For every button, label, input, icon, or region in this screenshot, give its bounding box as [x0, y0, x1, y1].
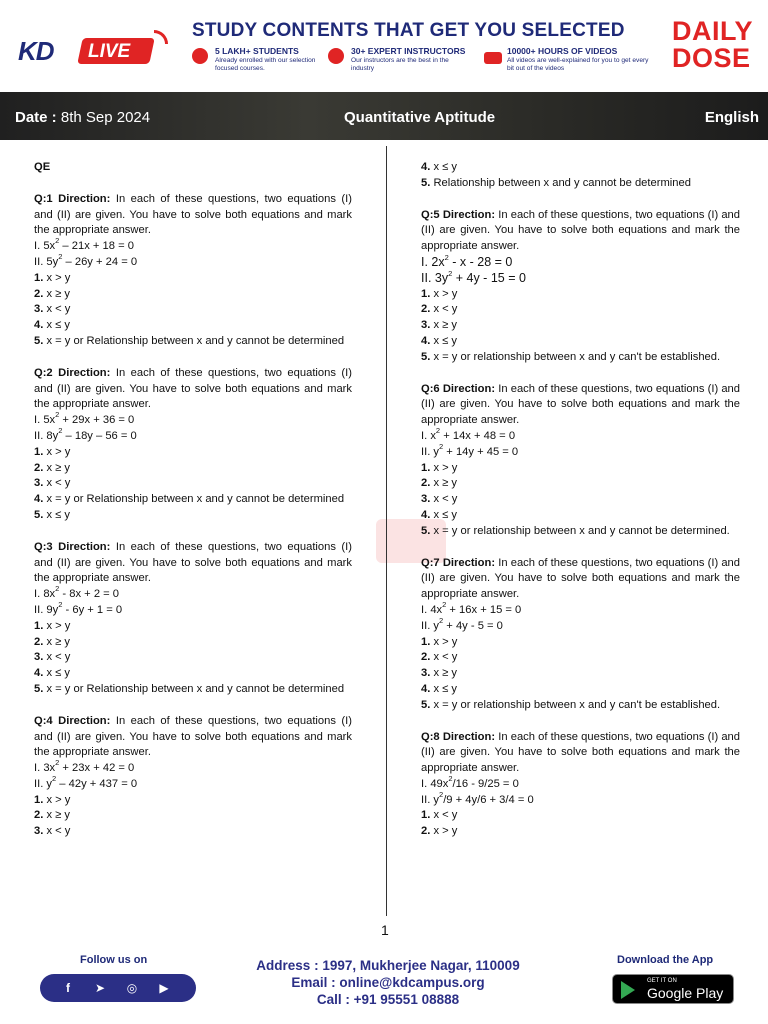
option[interactable] — [34, 682, 352, 698]
stat-videos — [484, 46, 654, 74]
option-number: 1. — [421, 461, 431, 474]
stat-title: 10000+ HOURS OF VIDEOS — [507, 46, 618, 56]
option-number: 2. — [34, 635, 44, 648]
option-number: 5. — [421, 524, 431, 537]
option-text: x > y — [430, 635, 458, 648]
eq-part: I. 4x — [421, 603, 443, 616]
option-text: x ≥ y — [43, 461, 70, 474]
option[interactable] — [34, 334, 352, 350]
option-number: 4. — [421, 508, 431, 521]
option[interactable] — [421, 302, 740, 318]
option[interactable] — [34, 461, 352, 477]
facebook-icon[interactable]: f — [66, 981, 70, 995]
eq-part: – 21x + 18 = 0 — [59, 240, 134, 253]
option-number: 4. — [421, 334, 431, 347]
direction-label: Direction: — [58, 366, 111, 379]
option-text: x = y or Relationship between x and y cannot be determined — [43, 493, 345, 506]
question-5 — [421, 208, 740, 366]
direction-label: Direction: — [442, 556, 496, 569]
question-direction — [34, 540, 352, 587]
option-number: 1. — [34, 271, 44, 284]
option-number: 3. — [34, 825, 44, 838]
eq-part: + 4y - 5 = 0 — [443, 619, 503, 632]
daily-dose-logo — [672, 18, 762, 72]
phone-line[interactable]: Call : +91 95551 08888 — [316, 992, 460, 1007]
option-text: x ≤ y — [430, 682, 457, 695]
option[interactable] — [421, 808, 740, 824]
direction-text: In each of these questions, two equations (I) and (II) are given. You have to solve both equations and mark the appropriate answer. — [421, 208, 741, 253]
direction-text: In each of these questions, two equations (I) and (II) are given. You have to solve both equations and mark the appropriate answer. — [421, 730, 741, 775]
equation-2 — [421, 442, 740, 461]
equation-1 — [34, 584, 352, 603]
option-text: x < y — [43, 477, 71, 490]
page-header — [0, 0, 768, 92]
direction-label: Direction: — [442, 208, 496, 221]
question-number: Q:1 — [34, 192, 53, 205]
question-direction — [421, 382, 740, 429]
social-bar — [40, 974, 196, 1002]
eq-part: - 8x + 2 = 0 — [59, 588, 120, 601]
eq-exponent: 2 — [55, 584, 60, 594]
option-text: x ≥ y — [430, 477, 457, 490]
option-text: x > y — [43, 445, 71, 458]
contact-block — [200, 957, 576, 1008]
option-number: 1. — [34, 619, 44, 632]
eq-part: – 26y + 24 = 0 — [62, 255, 138, 268]
eq-part: + 29x + 36 = 0 — [59, 414, 135, 427]
option[interactable] — [421, 492, 740, 508]
option[interactable] — [34, 302, 352, 318]
eq-exponent: 2 — [439, 442, 444, 452]
equation-2 — [34, 600, 352, 619]
equation-1 — [421, 774, 740, 793]
date-value: 8th Sep 2024 — [60, 109, 151, 126]
option-text: x ≤ y — [430, 334, 457, 347]
question-3 — [34, 540, 352, 698]
option-number: 2. — [421, 825, 431, 838]
eq-part: + 14x + 48 = 0 — [440, 429, 516, 442]
question-8 — [421, 730, 740, 841]
option-text: x = y or relationship between x and y can't be established. — [430, 350, 721, 363]
option[interactable] — [421, 160, 740, 176]
option-text: x > y — [430, 825, 458, 838]
option-number: 1. — [34, 445, 44, 458]
option-number: 5. — [421, 698, 431, 711]
eq-exponent: 2 — [55, 410, 60, 420]
option[interactable] — [421, 287, 740, 303]
question-number: Q:4 — [34, 714, 53, 727]
question-direction — [421, 730, 740, 777]
option-number: 3. — [421, 667, 431, 680]
question-number: Q:3 — [34, 540, 53, 553]
eq-exponent: 2 — [55, 236, 60, 246]
eq-part: - x - 28 = 0 — [448, 254, 513, 269]
option-number: 4. — [421, 682, 431, 695]
eq-part: II. 8y — [34, 429, 59, 442]
option-number: 4. — [34, 667, 44, 680]
column-divider — [386, 146, 387, 916]
equation-2 — [421, 268, 740, 287]
option-number: 1. — [421, 287, 431, 300]
eq-exponent: 2 — [448, 774, 453, 784]
option-text: x ≥ y — [43, 809, 70, 822]
eq-part: I. 49x — [421, 777, 449, 790]
option[interactable] — [34, 619, 352, 635]
option[interactable] — [34, 650, 352, 666]
option[interactable] — [421, 334, 740, 350]
option-number: 4. — [34, 493, 44, 506]
option[interactable] — [34, 824, 352, 840]
question-direction — [421, 556, 740, 603]
video-camera-icon — [484, 52, 502, 64]
eq-exponent: 2 — [435, 426, 441, 436]
question-number: Q:7 — [421, 556, 440, 569]
dose-text: DOSE — [672, 43, 751, 73]
download-label: Download the App — [617, 954, 714, 966]
option-number: 5. — [34, 334, 44, 347]
daily-text: DAILY — [672, 16, 754, 46]
option-text: x = y or relationship between x and y can't be established. — [430, 698, 721, 711]
equation-1 — [421, 426, 740, 445]
option[interactable] — [421, 508, 740, 524]
question-4 — [34, 714, 352, 840]
option-number: 2. — [421, 651, 431, 664]
equation-2 — [34, 252, 352, 271]
option-number: 1. — [421, 809, 431, 822]
eq-part: – 42y + 437 = 0 — [56, 777, 138, 790]
stat-students — [192, 46, 332, 74]
section-heading: QE — [34, 161, 51, 173]
option-number: 1. — [34, 793, 44, 806]
question-7 — [421, 556, 740, 714]
eq-part: I. 5x — [34, 414, 56, 427]
option-number: 3. — [34, 477, 44, 490]
eq-part: + 14y + 45 = 0 — [443, 445, 519, 458]
telegram-icon[interactable]: ➤ — [94, 981, 106, 995]
direction-label: Direction: — [58, 540, 111, 553]
option[interactable] — [34, 508, 352, 524]
students-icon — [192, 48, 208, 64]
eq-part: II. y — [34, 777, 53, 790]
option[interactable] — [421, 635, 740, 651]
eq-exponent: 2 — [448, 268, 453, 278]
question-direction — [421, 208, 740, 255]
option-number: 1. — [421, 635, 431, 648]
option-text: x ≥ y — [430, 667, 457, 680]
tagline: STUDY CONTENTS THAT GET YOU SELECTED — [192, 20, 625, 41]
direction-text: In each of these questions, two equations (I) and (II) are given. You have to solve both equations and mark the appropriate answer. — [34, 192, 352, 237]
eq-exponent: 2 — [439, 615, 444, 625]
equation-2 — [421, 615, 740, 635]
eq-exponent: 2 — [58, 600, 63, 610]
kd-live-logo[interactable] — [18, 30, 166, 70]
question-number: Q:5 — [421, 208, 440, 221]
option[interactable] — [34, 445, 352, 461]
stat-title: 5 LAKH+ STUDENTS — [215, 46, 299, 56]
eq-part: I. 5x — [34, 240, 56, 253]
stat-subtitle: Our instructors are the best in the industry — [351, 57, 449, 72]
direction-label: Direction: — [442, 382, 496, 395]
question-number: Q:6 — [421, 382, 440, 395]
broadcast-icon — [154, 30, 168, 44]
page-number: 1 — [381, 922, 389, 938]
eq-part: I. 2x — [421, 254, 445, 269]
option-number: 4. — [421, 161, 431, 173]
option[interactable] — [34, 287, 352, 303]
stat-subtitle: Already enrolled with our selection focused courses. — [215, 57, 316, 72]
option-number: 2. — [34, 287, 44, 300]
option-number: 3. — [34, 651, 44, 664]
date-line — [15, 109, 150, 126]
eq-part: I. 8x — [34, 588, 56, 601]
option-number: 5. — [34, 682, 44, 695]
option[interactable] — [421, 461, 740, 477]
option[interactable] — [421, 824, 740, 840]
eq-part: + 4y - 15 = 0 — [452, 270, 526, 285]
question-6 — [421, 382, 740, 540]
eq-part: II. y — [421, 445, 440, 458]
eq-exponent: 2 — [58, 426, 63, 436]
option-text: x ≤ y — [43, 508, 70, 521]
equation-1 — [421, 252, 740, 271]
option-text: x = y or Relationship between x and y cannot be determined — [43, 682, 345, 695]
equation-1 — [34, 410, 352, 429]
option[interactable] — [421, 524, 740, 540]
option-text: x > y — [43, 271, 71, 284]
right-column — [421, 160, 740, 856]
question-number: Q:8 — [421, 730, 440, 743]
option-number: 4. — [34, 319, 44, 332]
eq-part: II. y — [421, 619, 440, 632]
date-label: Date : — [15, 109, 57, 126]
question-4-continued — [421, 160, 740, 192]
subject-title: Quantitative Aptitude — [344, 109, 496, 126]
option-text: x ≥ y — [43, 287, 70, 300]
option-text: x ≥ y — [430, 319, 457, 332]
follow-label: Follow us on — [80, 954, 148, 966]
equation-2 — [34, 774, 352, 793]
equation-1 — [34, 236, 352, 255]
option-number: 3. — [34, 303, 44, 316]
eq-part: II. 9y — [34, 603, 59, 616]
option-number: 5. — [34, 508, 44, 521]
language-label: English — [704, 109, 759, 126]
stat-subtitle: All videos are well-explained for you to get every bit out of the videos — [507, 57, 649, 72]
stat-title: 30+ EXPERT INSTRUCTORS — [351, 46, 466, 56]
get-it-on-text: GET IT ON — [647, 978, 677, 984]
equation-1 — [34, 758, 352, 777]
direction-text: In each of these questions, two equations (I) and (II) are given. You have to solve both equations and mark the appropriate answer. — [421, 556, 741, 601]
play-store-icon — [621, 981, 635, 999]
google-play-text: Google Play — [647, 985, 724, 1001]
eq-part: /16 - 9/25 = 0 — [452, 777, 519, 790]
question-direction — [34, 192, 352, 239]
option-text: x ≤ y — [43, 667, 70, 680]
direction-label: Direction: — [442, 730, 496, 743]
option[interactable] — [34, 635, 352, 651]
question-number: Q:2 — [34, 366, 53, 379]
direction-text: In each of these questions, two equations (I) and (II) are given. You have to solve both equations and mark the appropriate answer. — [421, 382, 741, 427]
option[interactable] — [421, 650, 740, 666]
option-text: x < y — [430, 809, 458, 822]
option-number: 2. — [34, 809, 44, 822]
instagram-icon[interactable]: ◎ — [126, 981, 138, 995]
option[interactable] — [34, 666, 352, 682]
eq-part: - 6y + 1 = 0 — [62, 603, 123, 616]
option-number: 5. — [421, 350, 431, 363]
option[interactable] — [34, 808, 352, 824]
address-line: Address : 1997, Mukherjee Nagar, 110009 — [256, 958, 520, 973]
option[interactable] — [34, 318, 352, 334]
eq-exponent: 2 — [55, 758, 60, 768]
option-number: 5. — [421, 176, 431, 189]
option-text: x > y — [43, 793, 71, 806]
option[interactable] — [421, 176, 740, 192]
eq-part: + 23x + 42 = 0 — [59, 762, 135, 775]
option-text: x < y — [43, 303, 71, 316]
question-direction — [34, 366, 352, 413]
eq-part: I. x — [421, 429, 436, 442]
eq-exponent: 2 — [439, 789, 444, 799]
question-1 — [34, 192, 352, 350]
eq-part: II. 3y — [421, 270, 449, 285]
email-link[interactable]: Email : online@kdcampus.org — [291, 975, 485, 990]
option-text: x > y — [43, 619, 71, 632]
eq-exponent: 2 — [442, 600, 447, 610]
eq-exponent: 2 — [52, 774, 57, 784]
eq-part: II. y — [421, 793, 440, 806]
option[interactable] — [34, 492, 352, 508]
info-band — [0, 92, 768, 140]
eq-part: + 16x + 15 = 0 — [446, 603, 522, 616]
google-play-button[interactable] — [612, 974, 734, 1004]
option-text: x > y — [430, 287, 458, 300]
option[interactable] — [34, 271, 352, 287]
equation-1 — [421, 600, 740, 619]
page-footer — [0, 944, 768, 1024]
eq-part: /9 + 4y/6 + 3/4 = 0 — [443, 793, 534, 806]
direction-text: In each of these questions, two equations (I) and (II) are given. You have to solve both equations and mark the appropriate answer. — [34, 366, 352, 411]
stat-instructors — [328, 46, 478, 74]
option-text: x < y — [430, 493, 458, 506]
equation-2 — [34, 426, 352, 445]
option-text: x ≥ y — [43, 635, 70, 648]
equation-2 — [421, 789, 740, 809]
eq-part: II. 5y — [34, 255, 59, 268]
option[interactable] — [421, 698, 740, 714]
question-2 — [34, 366, 352, 524]
left-column — [34, 160, 352, 856]
option-text: x ≤ y — [430, 161, 457, 173]
eq-exponent: 2 — [444, 252, 449, 262]
option-text: x < y — [43, 651, 71, 664]
option-text: x ≤ y — [430, 508, 457, 521]
option-number: 2. — [34, 461, 44, 474]
option-text: x > y — [430, 461, 458, 474]
option-text: Relationship between x and y cannot be determined — [430, 176, 691, 189]
option[interactable] — [421, 476, 740, 492]
option-number: 3. — [421, 319, 431, 332]
option-number: 2. — [421, 477, 431, 490]
question-direction — [34, 714, 352, 761]
logo-live-text: LIVE — [88, 41, 131, 62]
option[interactable] — [34, 793, 352, 809]
option-text: x ≤ y — [43, 319, 70, 332]
option-text: x < y — [430, 651, 458, 664]
option-number: 3. — [421, 493, 431, 506]
instructors-icon — [328, 48, 344, 64]
direction-label: Direction: — [58, 714, 111, 727]
eq-exponent: 2 — [58, 252, 63, 262]
option[interactable] — [421, 350, 740, 366]
option[interactable] — [421, 666, 740, 682]
option-text: x < y — [43, 825, 71, 838]
option[interactable] — [421, 682, 740, 698]
option-text: x = y or Relationship between x and y cannot be determined — [43, 334, 345, 347]
option-number: 2. — [421, 303, 431, 316]
eq-part: – 18y – 56 = 0 — [62, 429, 137, 442]
logo-kd-text: KD — [18, 36, 54, 66]
direction-label: Direction: — [58, 192, 111, 205]
option-text: x = y or relationship between x and y cannot be determined. — [430, 524, 730, 537]
direction-text: In each of these questions, two equations (I) and (II) are given. You have to solve both equations and mark the appropriate answer. — [34, 540, 352, 585]
eq-part: I. 3x — [34, 762, 56, 775]
direction-text: In each of these questions, two equations (I) and (II) are given. You have to solve both equations and mark the appropriate answer. — [34, 714, 352, 759]
option[interactable] — [421, 318, 740, 334]
youtube-icon[interactable]: ▶ — [159, 981, 169, 995]
option-text: x < y — [430, 303, 458, 316]
option[interactable] — [34, 476, 352, 492]
